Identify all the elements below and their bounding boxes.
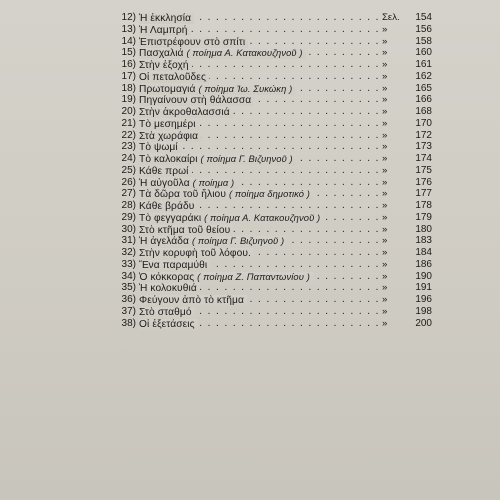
entry-page: 174 xyxy=(415,153,432,164)
entry-page: 183 xyxy=(415,235,432,247)
ditto-mark: » xyxy=(382,164,388,176)
entry-title: Κάθε πρωί xyxy=(139,165,189,177)
entry-page: 154 xyxy=(415,12,432,23)
entry-number: 26) xyxy=(121,176,136,188)
entry-page: 165 xyxy=(415,82,432,94)
entry-title: Ἡ Λαμπρή xyxy=(139,24,188,36)
toc-entry xyxy=(112,294,432,306)
entry-page: 176 xyxy=(415,176,432,188)
toc-entry xyxy=(112,106,432,118)
ditto-mark: » xyxy=(382,35,388,47)
entry-title: Στὴν κορυφὴ τοῦ λόφου. xyxy=(139,248,251,259)
entry-page: 186 xyxy=(415,258,432,270)
entry-number: 30) xyxy=(121,223,136,235)
entry-title: Τὸ καλοκαίρι xyxy=(139,154,198,165)
entry-number: 37) xyxy=(121,305,136,317)
ditto-mark: » xyxy=(382,235,388,247)
entry-number: 20) xyxy=(121,106,136,117)
ditto-mark: » xyxy=(382,106,388,117)
ditto-mark: » xyxy=(382,129,388,141)
toc-entry xyxy=(112,83,432,95)
entry-number: 23) xyxy=(121,141,136,153)
entry-number: 22) xyxy=(121,129,136,141)
toc-entry xyxy=(112,212,432,224)
ditto-mark: » xyxy=(382,305,388,317)
entry-title: Τὰ δῶρα τοῦ ἥλιου xyxy=(139,189,226,201)
toc-entry xyxy=(112,259,432,271)
ditto-mark: » xyxy=(382,70,388,82)
entry-page: 196 xyxy=(415,294,432,305)
toc-entry xyxy=(112,271,432,283)
entry-title: Πασχαλιά xyxy=(139,48,184,60)
entry-number: 36) xyxy=(121,294,136,305)
entry-note: ( ποίημα δημοτικό ) xyxy=(228,188,311,200)
entry-title: Στὴν ἐξοχή xyxy=(139,60,189,71)
ditto-mark: » xyxy=(382,23,388,35)
ditto-mark: » xyxy=(382,282,388,294)
ditto-mark: » xyxy=(382,141,388,153)
entry-number: 38) xyxy=(121,317,136,329)
entry-page: 172 xyxy=(415,129,432,141)
entry-number: 12) xyxy=(121,12,136,23)
entry-number: 27) xyxy=(121,188,136,200)
entry-number: 31) xyxy=(121,235,136,247)
entry-note: ( ποίημα Γ. Βιζυηνοῦ ) xyxy=(200,153,293,164)
entry-number: 17) xyxy=(121,70,136,82)
ditto-mark: » xyxy=(382,223,388,235)
entry-page: 180 xyxy=(415,223,432,235)
entry-number: 15) xyxy=(121,47,136,59)
entry-title: Ἡ αὐγοῦλα xyxy=(139,177,190,189)
entry-number: 25) xyxy=(121,164,136,176)
entry-note: ( ποίημα Α. Κατακουζηνοῦ ) xyxy=(186,47,303,59)
toc-entry xyxy=(112,177,432,189)
entry-page: 156 xyxy=(415,23,432,35)
ditto-mark: » xyxy=(382,258,388,270)
toc-entry xyxy=(112,36,432,48)
entry-title: Οἱ ἐξετάσεις xyxy=(139,318,195,330)
entry-page: 168 xyxy=(415,106,432,117)
toc-entry xyxy=(112,282,432,294)
toc-entry xyxy=(112,306,432,318)
entry-page: 161 xyxy=(415,59,432,70)
entry-page: 190 xyxy=(415,270,432,282)
entry-page: 177 xyxy=(415,188,432,200)
entry-note: ( ποίημα ) xyxy=(192,176,235,188)
toc-entry xyxy=(112,118,432,130)
ditto-mark: » xyxy=(382,294,388,305)
ditto-mark: » xyxy=(382,200,388,211)
toc-entry xyxy=(112,165,432,177)
entry-note: ( ποίημα Α. Κατακουζηνοῦ ) xyxy=(204,211,321,223)
entry-number: 13) xyxy=(121,23,136,35)
entry-page: 191 xyxy=(415,282,432,294)
toc-entry xyxy=(112,130,432,142)
entry-number: 21) xyxy=(121,117,136,129)
entry-note: ( ποίημα Ζ. Παπαντωνίου ) xyxy=(197,270,310,282)
entry-title: Στὸ κτῆμα τοῦ θείου xyxy=(139,224,231,236)
entry-title: Ἕνα παραμύθι xyxy=(139,259,208,271)
entry-page: 170 xyxy=(415,117,432,129)
entry-page: 162 xyxy=(415,70,432,82)
entry-page: 158 xyxy=(415,35,432,47)
entry-title: Οἱ πεταλοῦδες xyxy=(139,71,206,83)
entry-title: Ἐπιστρέφουν στὸ σπίτι xyxy=(139,36,246,48)
table-of-contents xyxy=(112,12,432,329)
entry-number: 35) xyxy=(121,282,136,294)
entry-page: 184 xyxy=(415,247,432,258)
entry-page: 200 xyxy=(415,317,432,329)
ditto-mark: » xyxy=(382,247,388,258)
ditto-mark: » xyxy=(382,117,388,129)
entry-title: Ἡ ἐκκλησία xyxy=(139,13,192,24)
entry-page: 160 xyxy=(415,47,432,59)
ditto-mark: » xyxy=(382,211,388,223)
entry-page: 175 xyxy=(415,164,432,176)
entry-number: 28) xyxy=(121,200,136,211)
entry-number: 14) xyxy=(121,35,136,47)
ditto-mark: » xyxy=(382,59,388,70)
entry-title: Τὸ ψωμί xyxy=(139,142,178,154)
entry-title: Ἡ κολοκυθιά xyxy=(139,283,197,295)
toc-entry xyxy=(112,188,432,200)
toc-entry xyxy=(112,318,432,330)
entry-title: Πηγαίνουν στὴ θάλασσα xyxy=(139,95,252,107)
toc-entry xyxy=(112,224,432,236)
entry-note: ( ποίημα Γ. Βιζυηνοῦ ) xyxy=(191,235,285,247)
toc-entry xyxy=(112,59,432,71)
toc-entry xyxy=(112,12,432,24)
entry-page: 179 xyxy=(415,211,432,223)
page-label: Σελ. xyxy=(382,12,400,23)
entry-number: 29) xyxy=(121,211,136,223)
entry-page: 198 xyxy=(415,305,432,317)
toc-entry xyxy=(112,235,432,247)
entry-page: 166 xyxy=(415,94,432,106)
toc-entry xyxy=(112,141,432,153)
entry-number: 16) xyxy=(121,59,136,70)
entry-title: Στὸ σταθμό xyxy=(139,306,192,318)
ditto-mark: » xyxy=(382,317,388,329)
entry-title: Τὸ μεσημέρι xyxy=(139,118,196,130)
entry-number: 24) xyxy=(121,153,136,164)
ditto-mark: » xyxy=(382,94,388,106)
ditto-mark: » xyxy=(382,176,388,188)
ditto-mark: » xyxy=(382,153,388,164)
entry-number: 32) xyxy=(121,247,136,258)
entry-title: Στὰ χωράφια xyxy=(139,130,199,142)
entry-title: Πρωτομαγιά xyxy=(139,83,196,95)
ditto-mark: » xyxy=(382,188,388,200)
entry-note: ( ποίημα Ἰω. Συκώκη ) xyxy=(198,82,293,94)
entry-title: Τὸ φεγγαράκι xyxy=(139,212,202,224)
entry-page: 178 xyxy=(415,200,432,211)
ditto-mark: » xyxy=(382,270,388,282)
entry-title: Κάθε βράδυ xyxy=(139,201,195,212)
ditto-mark: » xyxy=(382,82,388,94)
entry-number: 18) xyxy=(121,82,136,94)
toc-entry xyxy=(112,247,432,259)
toc-entry xyxy=(112,24,432,36)
toc-entry xyxy=(112,71,432,83)
entry-number: 34) xyxy=(121,270,136,282)
ditto-mark: » xyxy=(382,47,388,59)
entry-title: Φεύγουν ἀπὸ τὸ κτῆμα xyxy=(139,295,244,306)
toc-entry xyxy=(112,94,432,106)
entry-title: Ὁ κόκκορας xyxy=(139,271,195,283)
toc-entry xyxy=(112,47,432,59)
toc-entry xyxy=(112,200,432,212)
entry-number: 19) xyxy=(121,94,136,106)
toc-entry xyxy=(112,153,432,165)
entry-page: 173 xyxy=(415,141,432,153)
entry-title: Στὴν ἀκροθαλασσιά xyxy=(139,107,230,118)
entry-title: Ἡ ἀγελάδα xyxy=(139,236,189,248)
entry-number: 33) xyxy=(121,258,136,270)
